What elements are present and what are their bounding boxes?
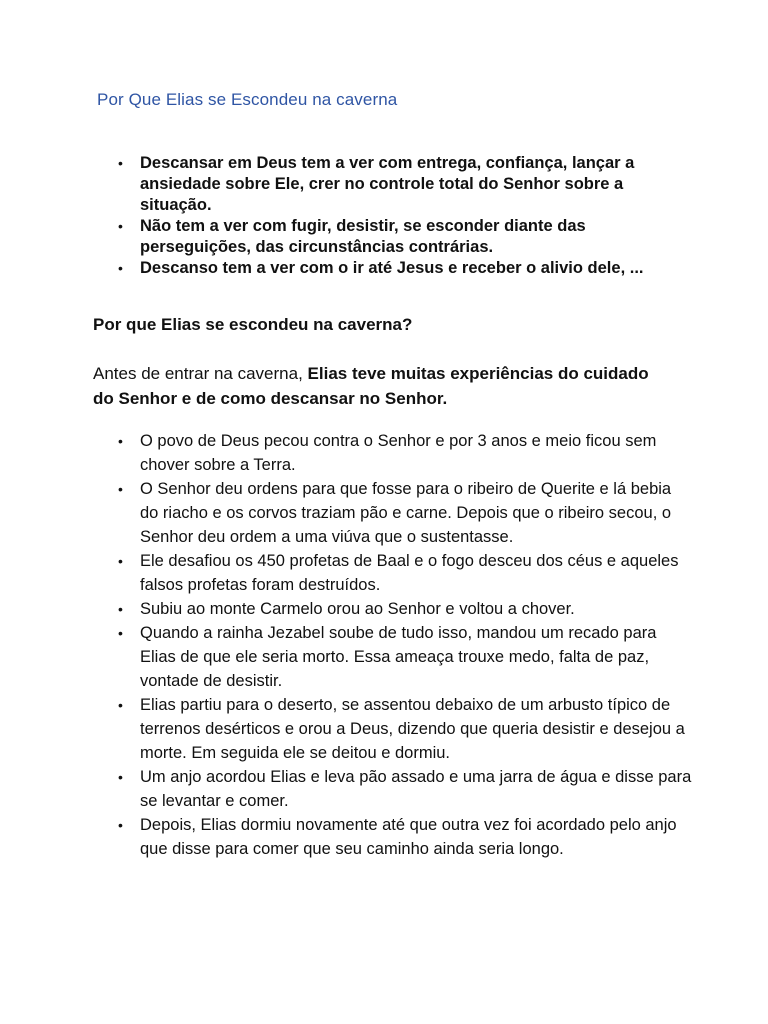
list-item — [118, 429, 693, 477]
intro-lead: Antes de entrar na caverna, — [93, 364, 308, 383]
list-item-text: Não tem a ver com fugir, desistir, se esconder diante das perseguições, das circunstâncias contrárias. — [140, 217, 586, 256]
list-item-text: Um anjo acordou Elias e leva pão assado e uma jarra de água e disse para se levantar e comer. — [140, 768, 692, 810]
list-item-text: Quando a rainha Jezabel soube de tudo isso, mandou um recado para Elias de que ele seria morto. Essa ameaça trouxe medo, falta de paz, vontade de desistir. — [140, 624, 657, 690]
list-item — [118, 621, 693, 693]
bullet-icon: • — [118, 481, 123, 497]
bullet-icon: • — [118, 601, 123, 617]
list-item — [118, 693, 693, 765]
list-item-text: O Senhor deu ordens para que fosse para o ribeiro de Querite e lá bebia do riacho e os corvos traziam pão e carne. Depois que o ribeiro secou, o Senhor deu ordem a uma viúva que o sustentasse. — [140, 480, 672, 546]
intro-paragraph — [93, 361, 653, 411]
bullet-icon: • — [118, 769, 123, 785]
bullet-icon: • — [118, 697, 123, 713]
bullet-icon: • — [118, 433, 123, 449]
list-item-text: Elias partiu para o deserto, se assentou debaixo de um arbusto típico de terrenos desérticos e orou a Deus, dizendo que queria desistir e desejou a morte. Em seguida ele se deitou e dormiu. — [140, 696, 685, 762]
list-item-text: Subiu ao monte Carmelo orou ao Senhor e voltou a chover. — [140, 600, 575, 618]
summary-list — [118, 153, 698, 279]
list-item — [118, 549, 693, 597]
list-item-text: Descanso tem a ver com o ir até Jesus e receber o alivio dele, ... — [140, 259, 644, 277]
intro-bold: Elias teve muitas experiências do cuidado do Senhor e de como descansar no Senhor. — [93, 364, 649, 408]
bullet-icon: • — [118, 260, 123, 276]
list-item-text: O povo de Deus pecou contra o Senhor e por 3 anos e meio ficou sem chover sobre a Terra. — [140, 432, 657, 474]
document-title: Por Que Elias se Escondeu na caverna — [97, 90, 398, 109]
list-item-text: Ele desafiou os 450 profetas de Baal e o fogo desceu dos céus e aqueles falsos profetas foram destruídos. — [140, 552, 679, 594]
bullet-icon: • — [118, 817, 123, 833]
list-item-text: Depois, Elias dormiu novamente até que outra vez foi acordado pelo anjo que disse para comer que seu caminho ainda seria longo. — [140, 816, 677, 858]
bullet-icon: • — [118, 155, 123, 171]
list-item — [118, 765, 693, 813]
list-item — [118, 597, 693, 621]
list-item — [118, 258, 698, 279]
list-item — [118, 477, 693, 549]
story-list — [118, 429, 693, 861]
bullet-icon: • — [118, 553, 123, 569]
list-item — [118, 216, 698, 258]
list-item — [118, 153, 698, 216]
section-heading: Por que Elias se escondeu na caverna? — [93, 315, 413, 334]
list-item-text: Descansar em Deus tem a ver com entrega, confiança, lançar a ansiedade sobre Ele, crer no controle total do Senhor sobre a situação. — [140, 154, 635, 214]
list-item — [118, 813, 693, 861]
bullet-icon: • — [118, 625, 123, 641]
bullet-icon: • — [118, 218, 123, 234]
